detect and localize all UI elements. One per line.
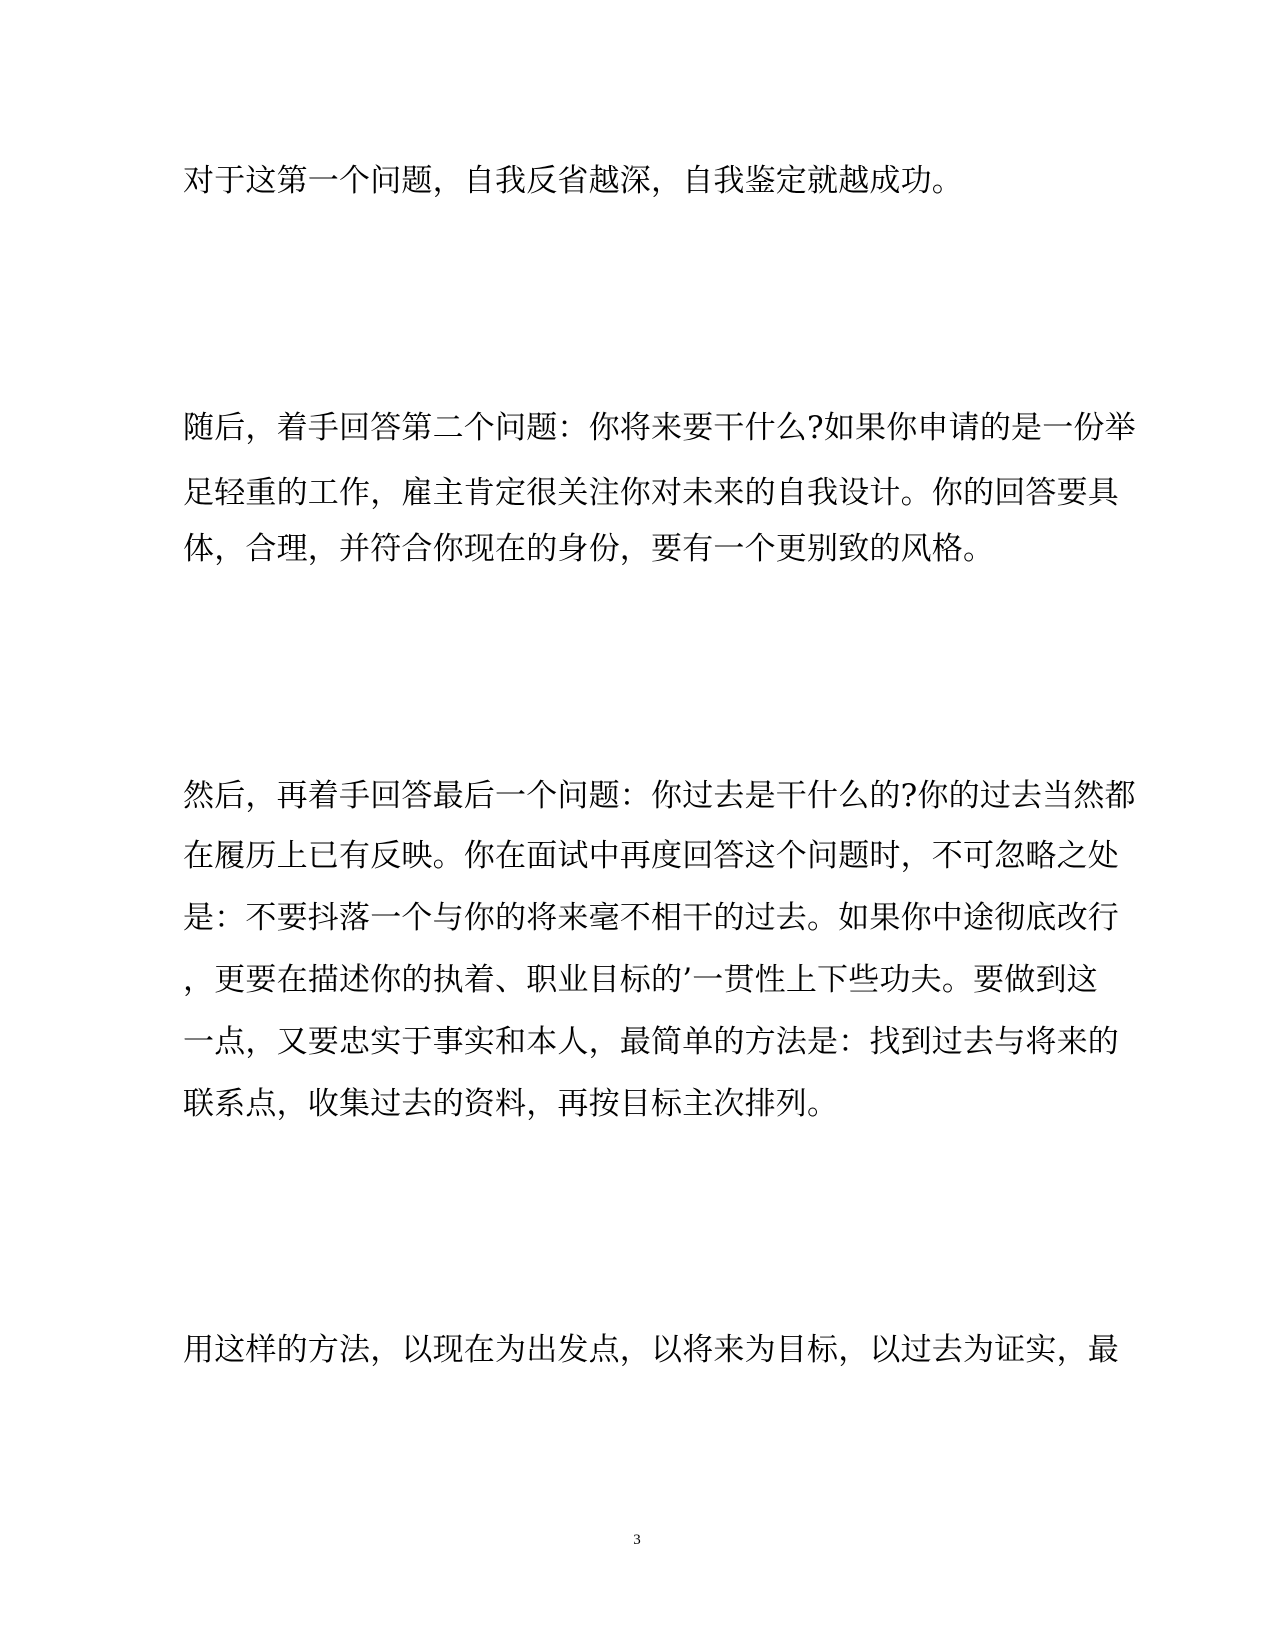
paragraph-2-line-2: 足轻重的工作，雇主肯定很关注你对未来的自我设计。你的回答要具 [183, 475, 1119, 511]
paragraph-3-line-5: 一点，又要忠实于事实和本人，最简单的方法是：找到过去与将来的 [183, 1024, 1119, 1060]
paragraph-3-line-2: 在履历上已有反映。你在面试中再度回答这个问题时，不可忽略之处 [183, 838, 1119, 874]
page-number: 3 [633, 1532, 641, 1548]
paragraph-3-line-4: ，更要在描述你的执着、职业目标的’一贯性上下些功夫。要做到这 [183, 962, 1098, 998]
paragraph-3-line-1: 然后，再着手回答最后一个问题：你过去是干什么的?你的过去当然都 [183, 778, 1136, 814]
paragraph-4-line-1: 用这样的方法，以现在为出发点，以将来为目标，以过去为证实，最 [183, 1332, 1119, 1368]
paragraph-2-line-3: 体，合理，并符合你现在的身份，要有一个更别致的风格。 [183, 531, 995, 567]
paragraph-1-line-1: 对于这第一个问题，自我反省越深，自我鉴定就越成功。 [183, 163, 963, 199]
paragraph-3-line-3: 是：不要抖落一个与你的将来毫不相干的过去。如果你中途彻底改行 [183, 900, 1119, 936]
paragraph-2-line-1: 随后，着手回答第二个问题：你将来要干什么?如果你申请的是一份举 [183, 410, 1136, 446]
paragraph-3-line-6: 联系点，收集过去的资料，再按目标主次排列。 [183, 1086, 839, 1122]
